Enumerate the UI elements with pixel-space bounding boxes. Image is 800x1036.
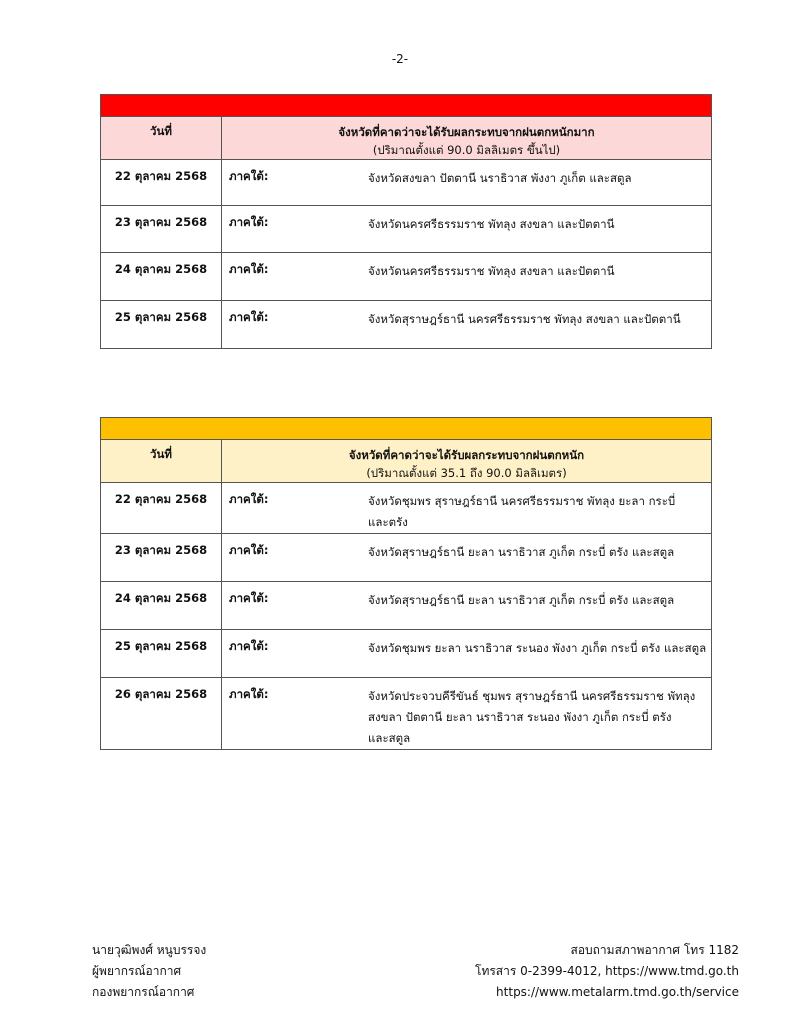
row-provinces: จังหวัดนครศรีธรรมราช พัทลุง สงขลา และปัตตานี (368, 264, 615, 278)
provinces-line: จังหวัดสุราษฎร์ธานี ยะลา นราธิวาส ภูเก็ต กระบี่ ตรัง และสตูล (368, 545, 675, 559)
contact-info-block (475, 940, 739, 1003)
row-provinces: จังหวัดนครศรีธรรมราช พัทลุง สงขลา และปัตตานี (368, 217, 615, 231)
provinces-line: จังหวัดชุมพร ยะลา นราธิวาส ระนอง พังงา ภูเก็ต กระบี่ ตรัง และสตูล (368, 641, 707, 655)
row-region: ภาคใต้: (229, 591, 269, 605)
table-row (101, 630, 712, 678)
table-row (101, 678, 712, 750)
row-date: 26 ตุลาคม 2568 (101, 678, 222, 750)
row-region: ภาคใต้: (229, 262, 269, 276)
row-region: ภาคใต้: (229, 543, 269, 557)
heavy-title: จังหวัดที่คาดว่าจะได้รับผลกระทบจากฝนตกหนักมาก (338, 125, 595, 139)
table-row (101, 582, 712, 630)
row-provinces (368, 678, 711, 749)
date-column-header: วันที่ (101, 117, 222, 160)
row-date: 25 ตุลาคม 2568 (101, 301, 222, 349)
table-row (101, 301, 712, 349)
row-provinces (368, 630, 711, 659)
row-provinces (368, 534, 711, 563)
row-date: 24 ตุลาคม 2568 (101, 582, 222, 630)
forecaster-signature-block (92, 940, 206, 1003)
fax-and-website: โทรสาร 0-2399-4012, https://www.tmd.go.th (475, 964, 739, 978)
row-region: ภาคใต้: (229, 169, 269, 183)
table-row (101, 160, 712, 206)
table-row (101, 483, 712, 534)
provinces-line: สงขลา ปัตตานี ยะลา นราธิวาส ระนอง พังงา ภูเก็ต กระบี่ ตรัง (368, 710, 672, 724)
row-date: 22 ตุลาคม 2568 (101, 160, 222, 206)
row-date: 22 ตุลาคม 2568 (101, 483, 222, 534)
forecaster-name: นายวุฒิพงศ์ หนูบรรจง (92, 943, 207, 957)
row-date: 25 ตุลาคม 2568 (101, 630, 222, 678)
red-severity-band (101, 95, 712, 117)
date-column-header: วันที่ (101, 440, 222, 483)
row-region: ภาคใต้: (229, 215, 269, 229)
row-region: ภาคใต้: (229, 687, 269, 701)
moderate-subtitle: (ปริมาณตั้งแต่ 35.1 ถึง 90.0 มิลลิเมตร) (366, 466, 567, 480)
row-date: 23 ตุลาคม 2568 (101, 534, 222, 582)
table-header-title (222, 117, 712, 160)
row-date: 23 ตุลาคม 2568 (101, 206, 222, 253)
table-header-title (222, 440, 712, 483)
row-provinces: จังหวัดสุราษฎร์ธานี นครศรีธรรมราช พัทลุง สงขลา และปัตตานี (368, 312, 681, 326)
provinces-line: จังหวัดสุราษฎร์ธานี ยะลา นราธิวาส ภูเก็ต กระบี่ ตรัง และสตูล (368, 593, 675, 607)
table-row (101, 206, 712, 253)
row-provinces: จังหวัดสงขลา ปัตตานี นราธิวาส พังงา ภูเก็ต และสตูล (368, 171, 632, 185)
row-provinces (368, 582, 711, 611)
provinces-line: และสตูล (368, 731, 411, 745)
heavy-rain-table (100, 94, 712, 349)
provinces-line: จังหวัดชุมพร สุราษฎร์ธานี นครศรีธรรมราช พัทลุง ยะลา กระบี่ (368, 494, 676, 508)
metalarm-url: https://www.metalarm.tmd.go.th/service (496, 985, 739, 999)
heavy-subtitle: (ปริมาณตั้งแต่ 90.0 มิลลิเมตร ขึ้นไป) (372, 143, 561, 157)
weather-hotline: สอบถามสภาพอากาศ โทร 1182 (570, 943, 739, 957)
forecaster-position: ผู้พยากรณ์อากาศ (92, 964, 182, 978)
moderate-title: จังหวัดที่คาดว่าจะได้รับผลกระทบจากฝนตกหนัก (348, 448, 585, 462)
provinces-line: จังหวัดประจวบคีรีขันธ์ ชุมพร สุราษฎร์ธานี นครศรีธรรมราช พัทลุง (368, 689, 696, 703)
row-region: ภาคใต้: (229, 310, 269, 324)
row-region: ภาคใต้: (229, 639, 269, 653)
moderate-rain-table (100, 417, 712, 750)
table-row (101, 253, 712, 301)
provinces-line: และตรัง (368, 515, 408, 529)
row-provinces (368, 483, 711, 533)
forecaster-division: กองพยากรณ์อากาศ (92, 985, 195, 999)
yellow-severity-band (101, 418, 712, 440)
row-region: ภาคใต้: (229, 492, 269, 506)
page-number: -2- (391, 52, 409, 66)
table-row (101, 534, 712, 582)
row-date: 24 ตุลาคม 2568 (101, 253, 222, 301)
